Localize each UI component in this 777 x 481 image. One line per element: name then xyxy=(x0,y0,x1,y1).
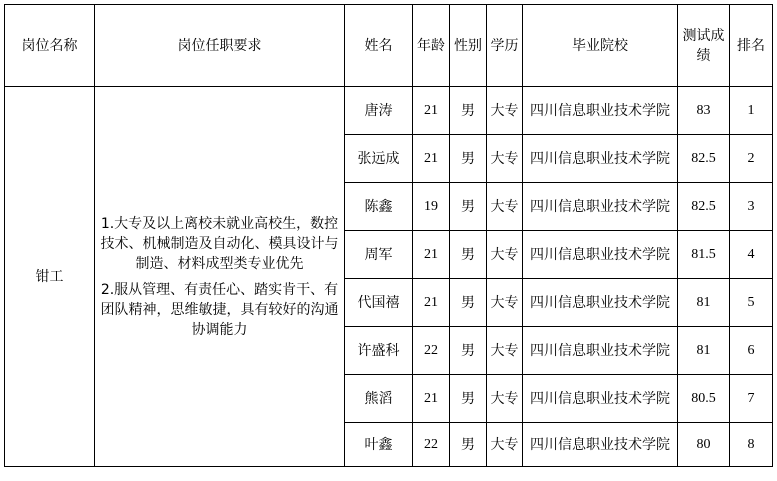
education-cell: 大专 xyxy=(487,231,523,279)
name-cell: 许盛科 xyxy=(345,327,413,375)
age-cell: 21 xyxy=(413,375,450,423)
gender-cell: 男 xyxy=(450,279,487,327)
name-cell: 代国禧 xyxy=(345,279,413,327)
name-cell: 陈鑫 xyxy=(345,183,413,231)
school-cell: 四川信息职业技术学院 xyxy=(523,135,678,183)
school-cell: 四川信息职业技术学院 xyxy=(523,183,678,231)
age-cell: 21 xyxy=(413,231,450,279)
school-cell: 四川信息职业技术学院 xyxy=(523,279,678,327)
name-cell: 张远成 xyxy=(345,135,413,183)
table-row xyxy=(5,87,773,135)
education-cell: 大专 xyxy=(487,87,523,135)
school-cell: 四川信息职业技术学院 xyxy=(523,375,678,423)
header-education: 学历 xyxy=(487,5,523,87)
gender-cell: 男 xyxy=(450,375,487,423)
table-body xyxy=(5,87,773,467)
age-cell: 22 xyxy=(413,327,450,375)
rank-cell: 3 xyxy=(730,183,773,231)
score-cell: 82.5 xyxy=(678,135,730,183)
education-cell: 大专 xyxy=(487,423,523,467)
name-cell: 唐涛 xyxy=(345,87,413,135)
school-cell: 四川信息职业技术学院 xyxy=(523,231,678,279)
rank-cell: 8 xyxy=(730,423,773,467)
header-row xyxy=(5,5,773,87)
education-cell: 大专 xyxy=(487,279,523,327)
header-school: 毕业院校 xyxy=(523,5,678,87)
header-position: 岗位名称 xyxy=(5,5,95,87)
rank-cell: 5 xyxy=(730,279,773,327)
header-score: 测试成绩 xyxy=(678,5,730,87)
rank-cell: 4 xyxy=(730,231,773,279)
age-cell: 22 xyxy=(413,423,450,467)
gender-cell: 男 xyxy=(450,327,487,375)
score-cell: 83 xyxy=(678,87,730,135)
score-cell: 81 xyxy=(678,327,730,375)
requirements-cell xyxy=(95,87,345,467)
score-cell: 81.5 xyxy=(678,231,730,279)
score-cell: 80.5 xyxy=(678,375,730,423)
age-cell: 21 xyxy=(413,87,450,135)
rank-cell: 2 xyxy=(730,135,773,183)
header-name: 姓名 xyxy=(345,5,413,87)
school-cell: 四川信息职业技术学院 xyxy=(523,423,678,467)
age-cell: 21 xyxy=(413,135,450,183)
education-cell: 大专 xyxy=(487,135,523,183)
rank-cell: 7 xyxy=(730,375,773,423)
position-cell: 钳工 xyxy=(5,87,95,467)
education-cell: 大专 xyxy=(487,375,523,423)
name-cell: 叶鑫 xyxy=(345,423,413,467)
requirement-item: 2.服从管理、有责任心、踏实肯干、有团队精神，思维敏捷，具有较好的沟通协调能力 xyxy=(100,281,339,338)
gender-cell: 男 xyxy=(450,423,487,467)
header-age: 年龄 xyxy=(413,5,450,87)
school-cell: 四川信息职业技术学院 xyxy=(523,87,678,135)
score-cell: 80 xyxy=(678,423,730,467)
school-cell: 四川信息职业技术学院 xyxy=(523,327,678,375)
gender-cell: 男 xyxy=(450,135,487,183)
education-cell: 大专 xyxy=(487,183,523,231)
gender-cell: 男 xyxy=(450,183,487,231)
header-rank: 排名 xyxy=(730,5,773,87)
rank-cell: 6 xyxy=(730,327,773,375)
header-gender: 性别 xyxy=(450,5,487,87)
name-cell: 周军 xyxy=(345,231,413,279)
rank-cell: 1 xyxy=(730,87,773,135)
requirement-item: 1.大专及以上离校未就业高校生，数控技术、机械制造及自动化、模具设计与制造、材料成型类专业优先 xyxy=(100,215,339,272)
score-cell: 82.5 xyxy=(678,183,730,231)
gender-cell: 男 xyxy=(450,231,487,279)
age-cell: 21 xyxy=(413,279,450,327)
header-requirements: 岗位任职要求 xyxy=(95,5,345,87)
score-cell: 81 xyxy=(678,279,730,327)
gender-cell: 男 xyxy=(450,87,487,135)
candidate-table xyxy=(4,4,773,467)
name-cell: 熊滔 xyxy=(345,375,413,423)
education-cell: 大专 xyxy=(487,327,523,375)
age-cell: 19 xyxy=(413,183,450,231)
